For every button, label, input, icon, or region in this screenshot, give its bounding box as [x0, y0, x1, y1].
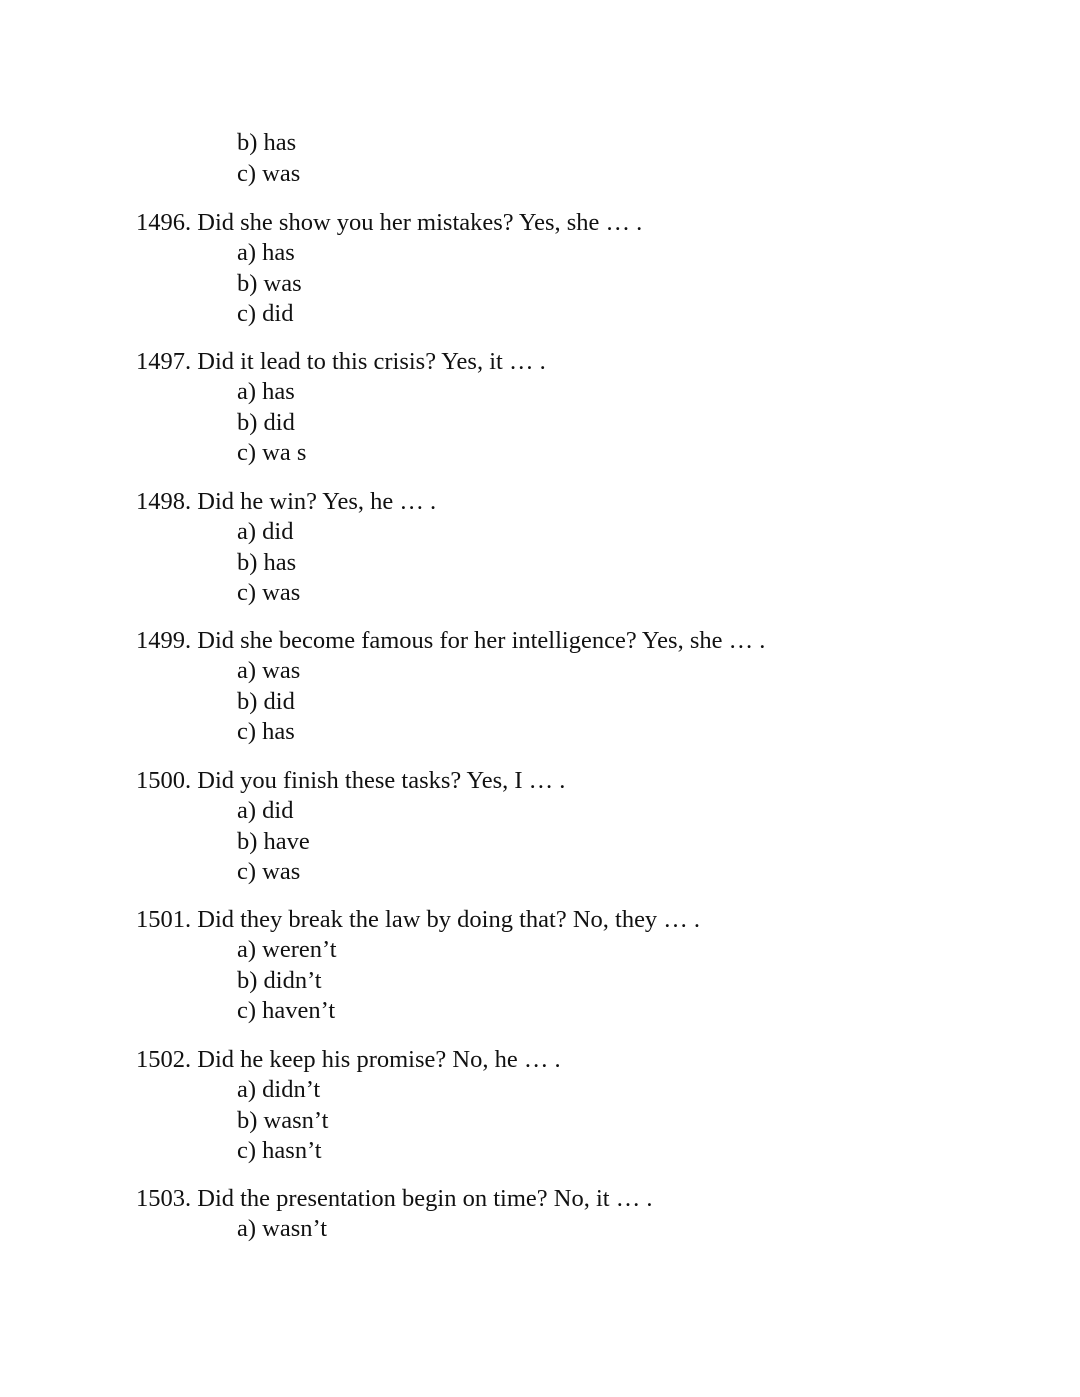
option-b: b) have [237, 827, 310, 855]
question-text: 1497. Did it lead to this crisis? Yes, it … . [136, 348, 546, 375]
option-a: a) has [237, 378, 295, 405]
question-1499 [136, 626, 765, 748]
question-text: 1502. Did he keep his promise? No, he … . [136, 1046, 561, 1073]
option-a: a) wasn’t [237, 1215, 328, 1242]
option-b: b) didn’t [237, 966, 322, 994]
option-b: b) did [237, 408, 295, 436]
question-1497 [136, 347, 546, 469]
option-c: c) hasn’t [237, 1137, 322, 1164]
option-c: c) did [237, 300, 294, 327]
option-b: b) wasn’t [237, 1106, 329, 1134]
option-c: c) wa s [237, 439, 307, 466]
option-a: a) has [237, 239, 295, 266]
question-1502 [136, 1045, 561, 1167]
option-b: b) was [237, 269, 302, 297]
option-b: b) has [237, 129, 297, 156]
question-1498 [136, 487, 436, 609]
question-1500 [136, 766, 565, 888]
option-c: c) was [237, 579, 301, 606]
option-b: b) did [237, 687, 295, 715]
option-c: c) haven’t [237, 997, 336, 1024]
option-b: b) has [237, 548, 297, 576]
option-c: c) was [237, 159, 301, 187]
question-1503 [136, 1184, 652, 1245]
option-a: a) did [237, 797, 294, 824]
option-a: a) was [237, 657, 301, 684]
option-a: a) didn’t [237, 1076, 321, 1103]
question-text: 1503. Did the presentation begin on time? No, it … . [136, 1185, 653, 1212]
question-text: 1501. Did they break the law by doing that? No, they … . [136, 906, 701, 933]
option-c: c) has [237, 718, 295, 745]
option-a: a) weren’t [237, 936, 337, 963]
previous-question-options [237, 128, 300, 189]
question-text: 1499. Did she become famous for her intelligence? Yes, she … . [136, 627, 766, 654]
question-1496 [136, 208, 642, 330]
question-text: 1496. Did she show you her mistakes? Yes, she … . [136, 209, 643, 236]
option-a: a) did [237, 518, 294, 545]
option-c: c) was [237, 858, 301, 885]
question-1501 [136, 905, 700, 1027]
question-text: 1498. Did he win? Yes, he … . [136, 488, 437, 515]
question-text: 1500. Did you finish these tasks? Yes, I … . [136, 767, 566, 794]
